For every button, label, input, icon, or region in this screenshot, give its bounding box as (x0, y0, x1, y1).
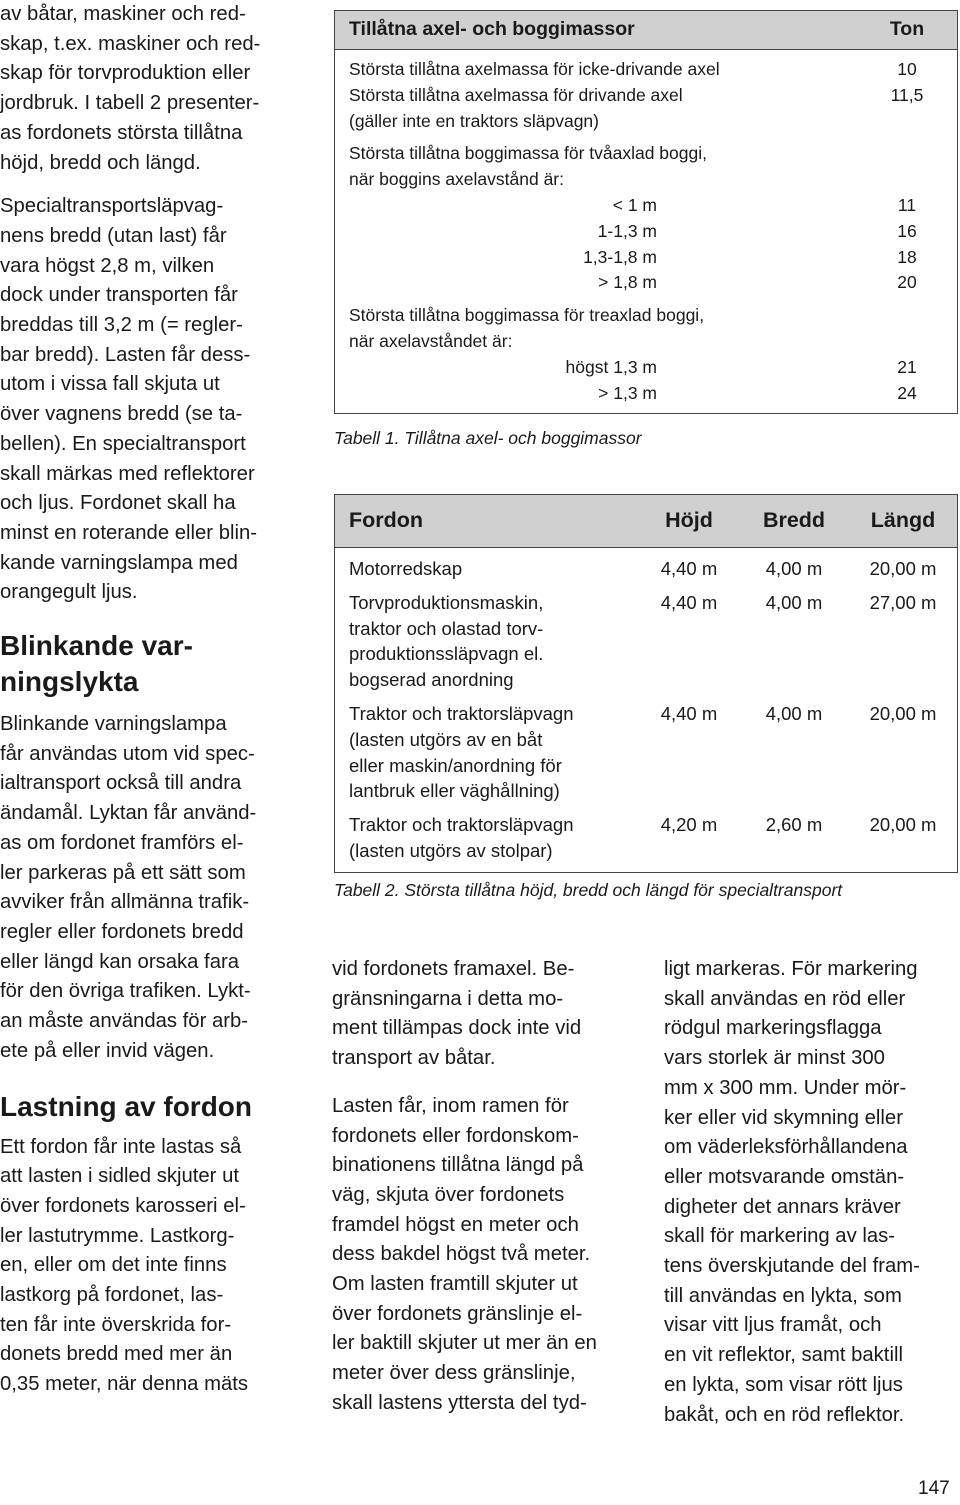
table-row (335, 245, 957, 271)
text-line: en lykta, som visar rött ljus (664, 1373, 903, 1396)
text-line: binationens tillåtna längd på (332, 1154, 584, 1177)
table-row (335, 219, 957, 245)
heading-lastning-av-fordon: Lastning av fordon (0, 1090, 252, 1122)
table2-cell-hojd: 4,40 m (660, 591, 718, 613)
text-line: avviker från allmänna trafik- (0, 891, 250, 914)
table2-cell-bredd: 4,00 m (765, 702, 823, 724)
text-line: nens bredd (utan last) får (0, 224, 227, 247)
mid-para-2 (332, 1092, 632, 1419)
text-line: en vit reflektor, samt baktill (664, 1344, 903, 1367)
table1-cell-label: när boggins axelavstånd är: (349, 169, 564, 190)
text-line: vars storlek är minst 300 (664, 1047, 885, 1070)
text-line: orangegult ljus. (0, 581, 138, 604)
text-line: skap, t.ex. maskiner och red- (0, 32, 261, 55)
text-line: eller maskin/anordning för (349, 754, 562, 776)
table-row (335, 329, 957, 355)
table-row (335, 303, 957, 329)
table-row (335, 57, 957, 83)
text-line: traktor och olastad torv- (349, 617, 544, 639)
text-line: bellen). En specialtransport (0, 432, 246, 455)
table-row (335, 141, 957, 167)
text-line: minst en roterande eller blin- (0, 521, 258, 544)
table1-cell-value (857, 141, 957, 167)
left-para-1 (0, 0, 300, 178)
text-line: ler baktill skjuter ut mer än en (332, 1332, 597, 1355)
text-line: jordbruk. I tabell 2 presenter- (0, 92, 260, 115)
text-line: Motorredskap (349, 558, 463, 579)
table-row (335, 193, 957, 219)
text-line: donets bredd med mer än (0, 1343, 233, 1366)
text-line: vara högst 2,8 m, vilken (0, 254, 215, 277)
text-line: digheter det annars kräver (664, 1195, 901, 1218)
table1-cell-value: 20 (897, 272, 917, 293)
text-line: över vagnens bredd (se ta- (0, 403, 243, 426)
table-row (335, 582, 957, 693)
text-line: Lasten får, inom ramen för (332, 1094, 569, 1117)
table2-cell-hojd: 4,40 m (660, 558, 718, 579)
text-line: ialtransport också till andra (0, 772, 242, 795)
text-line: produktionssläpvagn el. (349, 643, 544, 665)
table1-cell-value: 10 (897, 59, 917, 79)
left-para-2 (0, 192, 300, 608)
text-line: bogserad anordning (349, 669, 514, 691)
text-line: till användas en lykta, som (664, 1284, 902, 1307)
table2-header-fordon: Fordon (349, 508, 424, 533)
table-row (335, 109, 957, 135)
table2-header-hojd: Höjd (665, 508, 713, 533)
text-line: över fordonets karosseri el- (0, 1194, 246, 1217)
text-line: kande varningslampa med (0, 551, 238, 574)
table1-cell-label: när axelavståndet är: (349, 330, 513, 351)
text-line: Traktor och traktorsläpvagn (349, 814, 574, 836)
text-line: ler parkeras på ett sätt som (0, 861, 246, 884)
text-line: eller motsvarande omstän- (664, 1165, 905, 1188)
table2-cell-hojd: 4,40 m (660, 702, 718, 724)
text-line: meter över dess gränslinje, (332, 1362, 576, 1385)
text-line: skall för markering av las- (664, 1225, 896, 1248)
text-line: breddas till 3,2 m (= regler- (0, 314, 243, 337)
table-row (335, 270, 957, 296)
text-line: an måste användas för arb- (0, 1010, 249, 1033)
table1-header-unit: Ton (889, 18, 925, 41)
table1-cell-value (857, 303, 957, 329)
text-line: skap för torvproduktion eller (0, 62, 251, 85)
text-line: Blinkande varningslampa (0, 713, 227, 736)
table1-cell-label: Största tillåtna boggimassa för treaxlad boggi, (349, 305, 705, 326)
table1-cell-label: 1,3-1,8 m (583, 246, 657, 267)
text-line: transport av båtar. (332, 1047, 496, 1070)
table1-cell-value: 11,5 (890, 84, 924, 105)
table-row (335, 548, 957, 582)
table1-cell-value: 16 (897, 220, 917, 241)
text-line: dock under transporten får (0, 284, 238, 307)
table1-cell-value: 24 (897, 382, 917, 403)
text-line: utom i vissa fall skjuta ut (0, 373, 220, 396)
text-line: av båtar, maskiner och red- (0, 3, 246, 25)
text-line: lantbruk eller väghållning) (349, 780, 560, 802)
text-line: skall lastens yttersta del tyd- (332, 1391, 587, 1414)
text-line: Om lasten framtill skjuter ut (332, 1273, 578, 1296)
table2-cell-langd: 20,00 m (869, 558, 937, 579)
left-para-4 (0, 1133, 300, 1400)
text-line: gränsningarna i detta mo- (332, 987, 564, 1010)
table-row (335, 693, 957, 804)
text-line: eller längd kan orsaka fara (0, 950, 240, 973)
text-line: regler eller fordonets bredd (0, 920, 244, 943)
text-line: ändamål. Lyktan får använd- (0, 802, 257, 825)
right-para-1 (664, 955, 960, 1430)
table1-body (335, 57, 957, 406)
table-axle-masses (334, 10, 958, 414)
text-line: för den övriga trafiken. Lykt- (0, 980, 251, 1003)
table1-cell-label: > 1,3 m (598, 382, 657, 403)
text-line: skall märkas med reflektorer (0, 462, 255, 485)
table1-cell-label: Största tillåtna axelmassa för icke-drivande axel (349, 59, 720, 79)
table1-cell-label: 1-1,3 m (597, 220, 657, 241)
text-line: Torvproduktionsmaskin, (349, 591, 544, 613)
text-line: framdel högst en meter och (332, 1213, 579, 1236)
table2-body (335, 548, 957, 872)
text-line: ningslykta (0, 666, 139, 698)
table-vehicle-dimensions (334, 494, 958, 873)
table2-header-langd: Längd (870, 508, 936, 533)
heading-blinkande-varningslykta (0, 628, 300, 700)
table2-caption: Tabell 2. Största tillåtna höjd, bredd och längd för specialtransport (334, 880, 843, 900)
table-row (335, 167, 957, 193)
table1-cell-value (857, 167, 957, 193)
text-line: tens överskjutande del fram- (664, 1255, 920, 1278)
middle-column (332, 955, 632, 1419)
table2-header-bredd: Bredd (762, 508, 826, 533)
page-number: 147 (918, 1478, 950, 1499)
table-row (335, 83, 957, 109)
table2-cell-hojd: 4,20 m (660, 814, 718, 836)
table2-cell-fordon (335, 556, 639, 582)
text-line: visar vitt ljus framåt, och (664, 1314, 882, 1337)
table1-cell-label: (gäller inte en traktors släpvagn) (349, 110, 599, 131)
text-line: får användas utom vid spec- (0, 742, 255, 765)
table1-header (335, 11, 957, 50)
table-row (335, 355, 957, 381)
table1-cell-label: > 1,8 m (598, 272, 657, 293)
text-line: väg, skjuta över fordonets (332, 1183, 565, 1206)
table1-caption: Tabell 1. Tillåtna axel- och boggimassor (334, 428, 642, 448)
text-line: mm x 300 mm. Under mör- (664, 1076, 907, 1099)
table1-cell-value (857, 329, 957, 355)
table2-cell-fordon (335, 701, 639, 804)
table1-header-label: Tillåtna axel- och boggimassor (349, 18, 635, 41)
table1-cell-value (857, 109, 957, 135)
text-line: as om fordonet framförs el- (0, 831, 244, 854)
table2-cell-fordon (335, 590, 639, 693)
text-line: vid fordonets framaxel. Be- (332, 958, 575, 980)
text-line: skall användas en röd eller (664, 987, 906, 1010)
text-line: dess bakdel högst två meter. (332, 1243, 591, 1266)
text-line: ete på eller invid vägen. (0, 1039, 215, 1062)
text-line: om väderleksförhållandena (664, 1136, 908, 1159)
text-line: Ett fordon får inte lastas så (0, 1135, 242, 1158)
text-line: lastkorg på fordonet, las- (0, 1284, 224, 1307)
text-line: ten får inte överskrida for- (0, 1313, 232, 1336)
text-line: ler lastutrymme. Lastkorg- (0, 1224, 235, 1247)
table2-header (335, 495, 957, 548)
left-column (0, 0, 300, 1400)
text-line: rödgul markeringsflagga (664, 1017, 882, 1040)
table2-cell-langd: 20,00 m (869, 702, 937, 724)
mid-para-1 (332, 955, 632, 1074)
text-line: as fordonets största tillåtna (0, 121, 243, 144)
table2-cell-bredd: 4,00 m (765, 558, 823, 579)
table-row (335, 804, 957, 872)
table1-cell-label: < 1 m (612, 194, 657, 215)
table2-cell-bredd: 4,00 m (765, 591, 823, 613)
right-column (664, 955, 960, 1430)
table2-cell-fordon (335, 812, 639, 864)
text-line: Traktor och traktorsläpvagn (349, 702, 574, 724)
text-line: bar bredd). Lasten får dess- (0, 343, 251, 366)
table-row (335, 381, 957, 407)
table1-cell-value: 11 (897, 194, 917, 215)
table1-cell-label: Största tillåtna boggimassa för tvåaxlad boggi, (349, 143, 707, 164)
text-line: att lasten i sidled skjuter ut (0, 1165, 239, 1188)
text-line: (lasten utgörs av en båt (349, 728, 543, 750)
text-line: bakåt, och en röd reflektor. (664, 1403, 905, 1426)
text-line: en, eller om det inte finns (0, 1254, 227, 1277)
text-line: Blinkande var- (0, 630, 193, 662)
table2-cell-langd: 20,00 m (869, 814, 937, 836)
table1-cell-label: högst 1,3 m (565, 356, 657, 377)
table1-cell-value: 18 (897, 246, 917, 267)
table1-cell-value: 21 (897, 356, 917, 377)
text-line: fordonets eller fordonskom- (332, 1124, 579, 1147)
table1-cell-label: Största tillåtna axelmassa för drivande axel (349, 84, 683, 105)
text-line: ment tillämpas dock inte vid (332, 1017, 582, 1040)
text-line: ker eller vid skymning eller (664, 1106, 903, 1129)
text-line: över fordonets gränslinje el- (332, 1302, 583, 1325)
text-line: och ljus. Fordonet skall ha (0, 492, 236, 515)
table2-cell-langd: 27,00 m (869, 591, 937, 613)
text-line: (lasten utgörs av stolpar) (349, 839, 553, 861)
table2-cell-bredd: 2,60 m (765, 814, 823, 836)
text-line: ligt markeras. För markering (664, 958, 918, 980)
text-line: höjd, bredd och längd. (0, 151, 201, 174)
text-line: Specialtransportsläpvag- (0, 195, 224, 218)
text-line: 0,35 meter, när denna mäts (0, 1373, 249, 1396)
left-para-3 (0, 710, 300, 1066)
